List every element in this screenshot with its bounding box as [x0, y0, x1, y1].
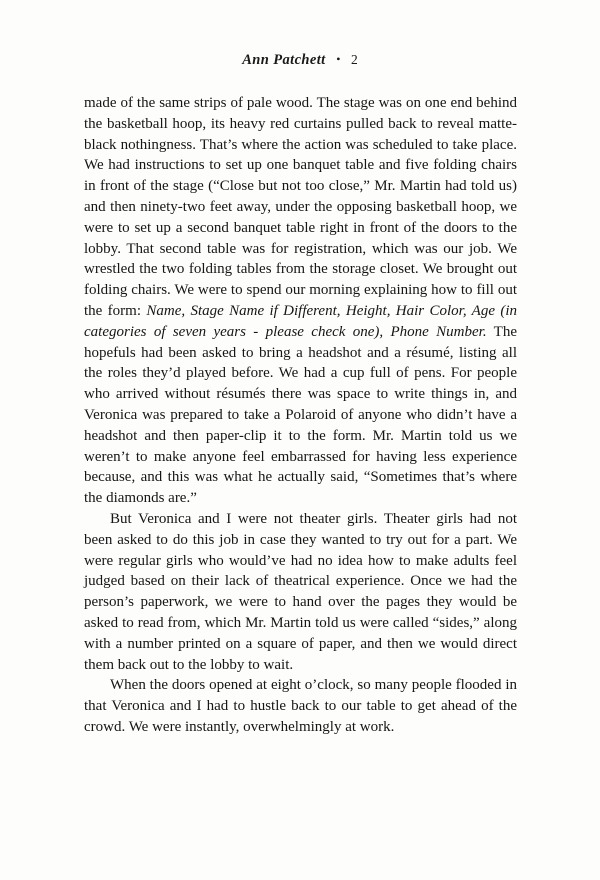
page-body	[84, 93, 517, 738]
text-run: The hopefuls had been asked to bring a headshot and a résumé, listing all the roles they’d played before. We had a cup full of pens. For people who arrived without résumés there was space to write things in, and Veronica was prepared to take a Polaroid of anyone who didn’t have a headshot and then paper-clip it to the form. Mr. Martin told us we weren’t to make anyone feel embarrassed for having less experience because, and this was what he actually said, “Sometimes that’s where the diamonds are.”	[84, 323, 517, 507]
text-run: When the doors opened at eight o’clock, so many people flooded in that Veronica and I had to hustle back to our table to get ahead of the crowd. We were instantly, overwhelmingly at work.	[84, 677, 517, 735]
text-run: made of the same strips of pale wood. The stage was on one end behind the basketball hoop, its heavy red curtains pulled back to reveal matte-black nothingness. That’s where the action was scheduled to take place. We had instructions to set up one banquet table and five folding chairs in front of the stage (“Close but not too close,” Mr. Martin had told us) and then ninety-two feet away, under the opposing basketball hoop, we were to set up a second banquet table right in front of the doors to the lobby. That second table was for registration, which was our job. We wrestled the two folding tables from the storage closet. We brought out folding chairs. We were to spend our morning explaining how to fill out the form:	[84, 95, 517, 319]
author-name: Ann Patchett	[242, 52, 326, 68]
text-run: But Veronica and I were not theater girls. Theater girls had not been asked to do this job in case they wanted to try out for a part. We were regular girls who would’ve had no idea how to make adults feel judged based on their lack of theatrical experience. Once we had the person’s paperwork, we were to hand over the pages they would be asked to read from, which Mr. Martin told us were called “sides,” along with a number printed on a square of paper, and then we would direct them back out to the lobby to wait.	[84, 510, 517, 673]
text-run-italic: Name, Stage Name if Different, Height, Hair Color, Age (in categories of seven years - please check one), Phone Number.	[84, 302, 517, 340]
running-header	[0, 52, 600, 69]
paragraph	[84, 93, 517, 509]
paragraph	[84, 675, 517, 737]
page-number: 2	[351, 52, 358, 67]
paragraph	[84, 509, 517, 675]
header-separator: •	[336, 52, 341, 66]
